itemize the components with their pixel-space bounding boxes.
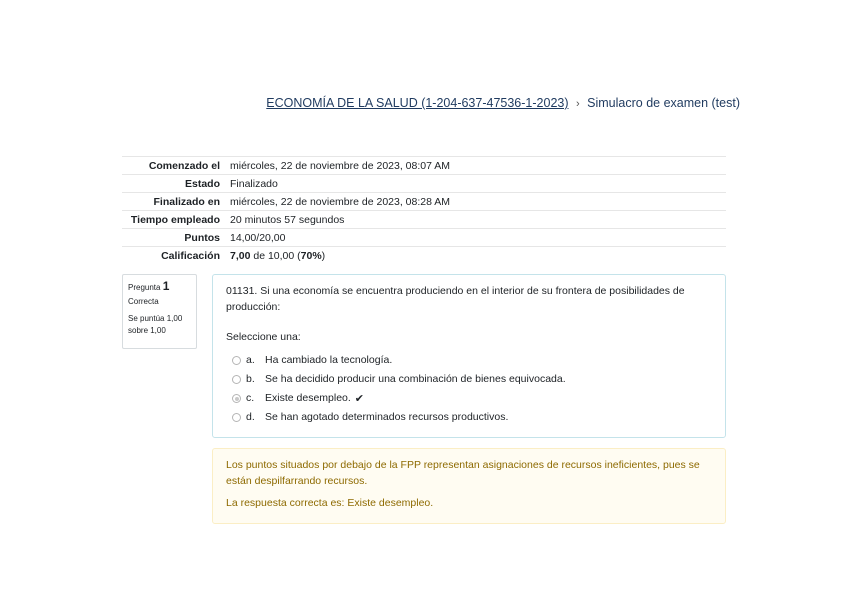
question-text: 01131. Si una economía se encuentra produciendo en el interior de su frontera de posibilidades de producción: bbox=[226, 285, 685, 313]
question-info-box bbox=[122, 274, 197, 349]
grade-out-of: de 10,00 ( bbox=[250, 249, 301, 262]
radio-button-selected[interactable] bbox=[232, 394, 241, 403]
summary-label: Puntos bbox=[122, 229, 226, 247]
summary-row-started bbox=[122, 157, 726, 175]
breadcrumb bbox=[266, 96, 740, 110]
question-feedback bbox=[212, 448, 726, 524]
question-grade-line2: sobre 1,00 bbox=[128, 326, 166, 335]
answer-options bbox=[226, 351, 712, 427]
breadcrumb-current: Simulacro de examen (test) bbox=[587, 96, 740, 110]
summary-label: Comenzado el bbox=[122, 157, 226, 175]
summary-label: Tiempo empleado bbox=[122, 211, 226, 229]
grade-percent: 70% bbox=[300, 249, 322, 262]
breadcrumb-course-link[interactable]: ECONOMÍA DE LA SALUD (1-204-637-47536-1-2023) bbox=[266, 96, 569, 110]
general-feedback: Los puntos situados por debajo de la FPP representan asignaciones de recursos ineficientes, pues se están despilfarrando recursos. bbox=[226, 459, 700, 487]
summary-row-time-taken bbox=[122, 211, 726, 229]
summary-label: Finalizado en bbox=[122, 193, 226, 211]
option-text: Se ha decidido producir una combinación de bienes equivocada. bbox=[265, 372, 566, 385]
option-text: Existe desempleo. bbox=[265, 391, 351, 404]
option-letter: b. bbox=[246, 372, 255, 385]
summary-row-state bbox=[122, 175, 726, 193]
option-text: Ha cambiado la tecnología. bbox=[265, 353, 393, 366]
option-letter: a. bbox=[246, 353, 255, 366]
summary-value bbox=[226, 247, 726, 265]
question-formulation bbox=[212, 274, 726, 438]
radio-button[interactable] bbox=[232, 356, 241, 365]
option-text: Se han agotado determinados recursos productivos. bbox=[265, 410, 509, 423]
grade-close: ) bbox=[321, 249, 326, 262]
summary-label: Estado bbox=[122, 175, 226, 193]
summary-row-marks bbox=[122, 229, 726, 247]
question-label: Pregunta bbox=[128, 283, 161, 292]
question-number: 1 bbox=[162, 279, 170, 293]
answer-option-a[interactable] bbox=[226, 351, 712, 370]
question-grade-line1: Se puntúa 1,00 bbox=[128, 314, 183, 323]
question-number-line bbox=[128, 279, 191, 293]
question-state: Correcta bbox=[128, 297, 159, 306]
summary-value: miércoles, 22 de noviembre de 2023, 08:07 AM bbox=[226, 157, 726, 175]
summary-value: 20 minutos 57 segundos bbox=[226, 211, 726, 229]
summary-value: 14,00/20,00 bbox=[226, 229, 726, 247]
answer-option-c[interactable] bbox=[226, 389, 712, 408]
option-letter: c. bbox=[246, 391, 255, 404]
summary-value: Finalizado bbox=[226, 175, 726, 193]
summary-row-finished bbox=[122, 193, 726, 211]
question-prompt: Seleccione una: bbox=[226, 330, 301, 343]
radio-button[interactable] bbox=[232, 375, 241, 384]
radio-button[interactable] bbox=[232, 413, 241, 422]
answer-option-d[interactable] bbox=[226, 408, 712, 427]
option-letter: d. bbox=[246, 410, 255, 423]
check-icon: ✔ bbox=[354, 392, 365, 405]
breadcrumb-separator: › bbox=[576, 98, 580, 110]
question-grade bbox=[128, 313, 191, 337]
right-answer: La respuesta correcta es: Existe desempleo. bbox=[226, 496, 434, 509]
summary-value: miércoles, 22 de noviembre de 2023, 08:28 AM bbox=[226, 193, 726, 211]
grade-value: 7,00 bbox=[230, 249, 251, 262]
summary-label: Calificación bbox=[122, 247, 226, 265]
summary-row-grade bbox=[122, 247, 726, 265]
answer-option-b[interactable] bbox=[226, 370, 712, 389]
attempt-summary-table bbox=[122, 156, 726, 265]
